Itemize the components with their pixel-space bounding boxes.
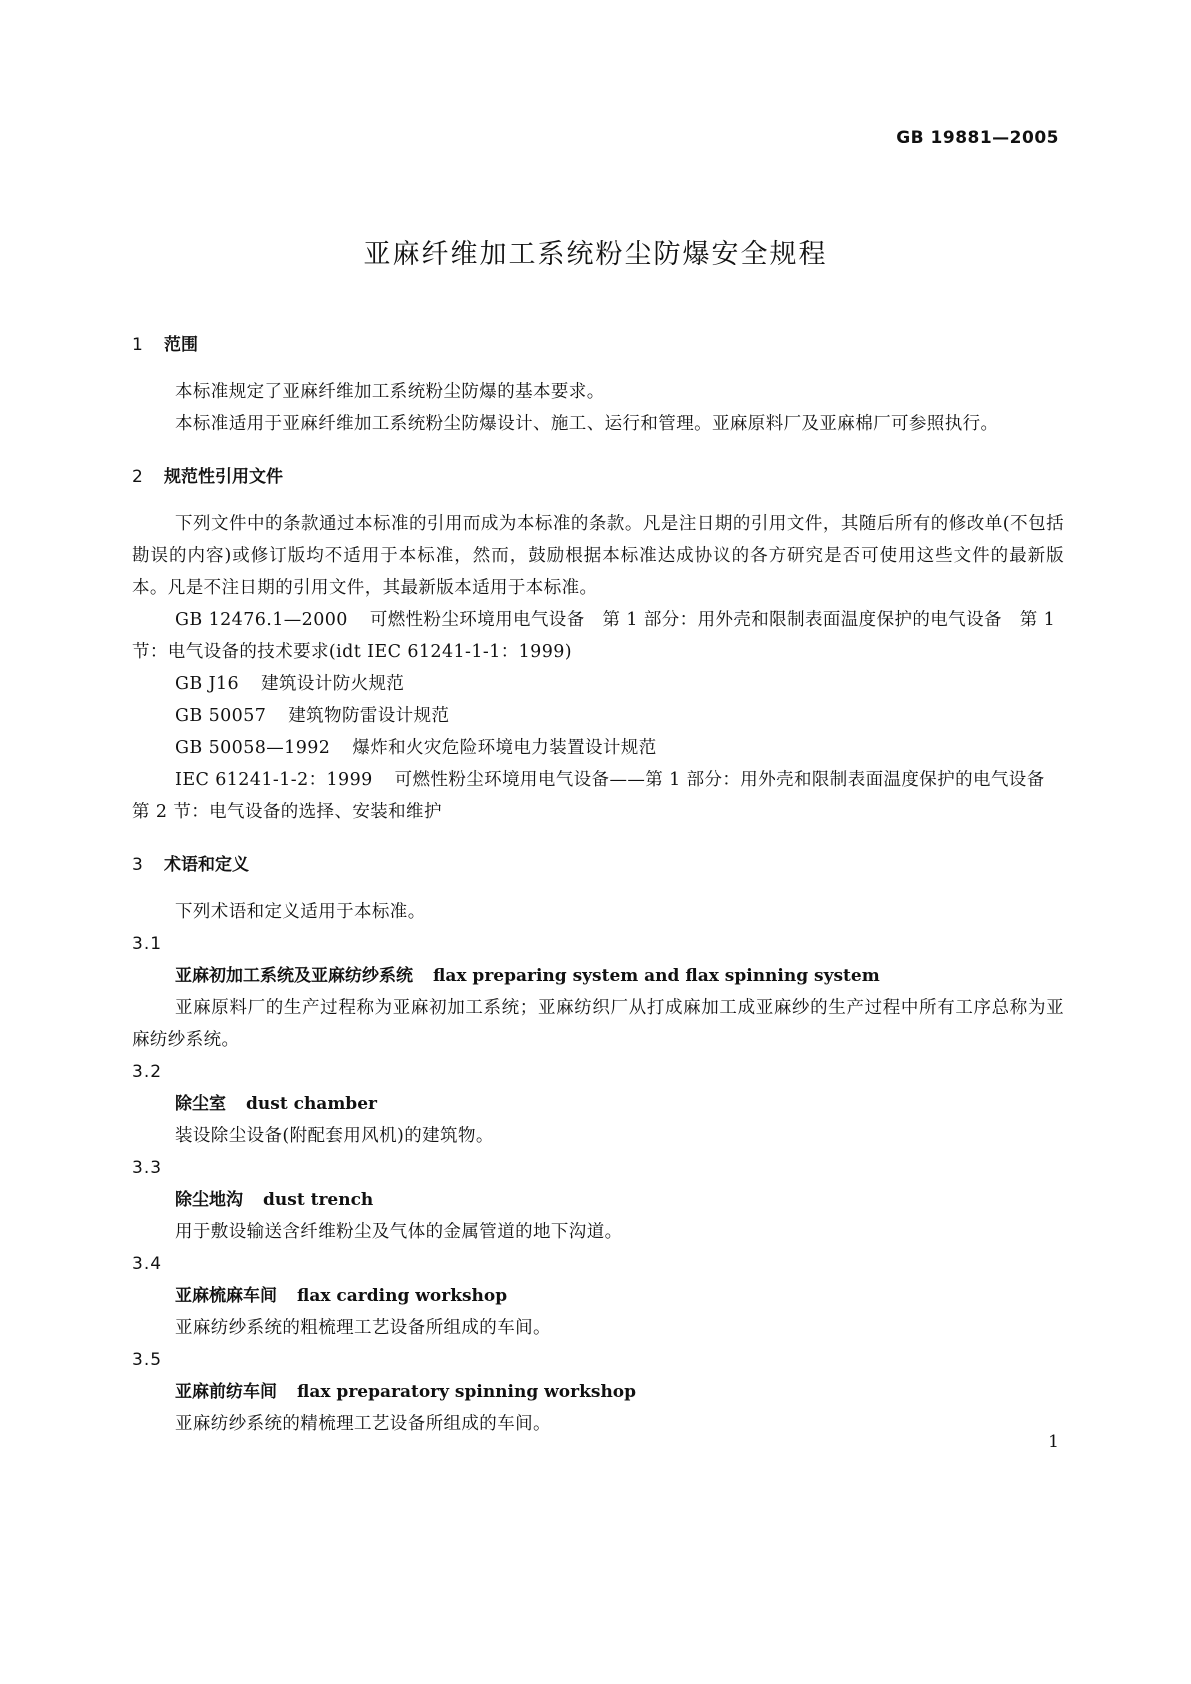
section-title: 术语和定义 [164, 855, 249, 875]
page-number: 1 [1048, 1432, 1059, 1452]
term-name [132, 1280, 1064, 1312]
reference-item [132, 604, 1064, 668]
term-number: 3.5 [132, 1350, 163, 1370]
term-name [132, 960, 1064, 992]
reference-title: 爆炸和火灾危险环境电力装置设计规范 [352, 738, 657, 758]
term-definition: 亚麻纺纱系统的粗梳理工艺设备所组成的车间。 [175, 1318, 551, 1338]
term-name-zh: 亚麻梳麻车间 [175, 1286, 277, 1306]
reference-code: GB J16 [175, 674, 240, 694]
term-definition: 亚麻纺纱系统的精梳理工艺设备所组成的车间。 [175, 1414, 551, 1434]
reference-item [132, 668, 1064, 700]
paragraph: 本标准适用于亚麻纤维加工系统粉尘防爆设计、施工、运行和管理。亚麻原料厂及亚麻棉厂可参照执行。 [175, 414, 999, 434]
paragraph: 下列术语和定义适用于本标准。 [175, 902, 426, 922]
section-heading-scope [132, 330, 1064, 360]
section-number: 3 [132, 855, 143, 875]
reference-title: 建筑物防雷设计规范 [288, 706, 450, 726]
term-name-en: flax carding workshop [297, 1286, 508, 1306]
reference-title: 建筑设计防火规范 [261, 674, 405, 694]
section-title: 规范性引用文件 [164, 467, 283, 487]
section-number: 1 [132, 335, 143, 355]
term-name [132, 1088, 1064, 1120]
term-name-zh: 亚麻前纺车间 [175, 1382, 277, 1402]
term-name-zh: 除尘地沟 [175, 1190, 243, 1210]
term-name-en: dust trench [263, 1190, 374, 1210]
reference-code: GB 12476.1—2000 [175, 610, 348, 630]
term-name [132, 1376, 1064, 1408]
term-name-zh: 亚麻初加工系统及亚麻纺纱系统 [175, 966, 413, 986]
term-name-en: dust chamber [246, 1094, 377, 1114]
reference-title: 可燃性粉尘环境用电气设备——第 1 部分：用外壳和限制表面温度保护的电气设备 第 2 节：电气设备的选择、安装和维护 [132, 770, 1063, 822]
section-heading-normative-references [132, 462, 1064, 492]
term-number: 3.1 [132, 934, 163, 954]
reference-code: IEC 61241-1-2：1999 [175, 770, 373, 790]
reference-code: GB 50057 [175, 706, 267, 726]
reference-item [132, 764, 1064, 828]
term-name [132, 1184, 1064, 1216]
section-heading-terms-and-definitions [132, 850, 1064, 880]
document-body [132, 330, 1064, 1440]
reference-code: GB 50058—1992 [175, 738, 331, 758]
section-title: 范围 [164, 335, 198, 355]
document-title: 亚麻纤维加工系统粉尘防爆安全规程 [363, 239, 828, 270]
term-number: 3.3 [132, 1158, 163, 1178]
term-number: 3.2 [132, 1062, 163, 1082]
reference-item [132, 700, 1064, 732]
paragraph: 下列文件中的条款通过本标准的引用而成为本标准的条款。凡是注日期的引用文件，其随后所有的修改单(不包括勘误的内容)或修订版均不适用于本标准，然而，鼓励根据本标准达成协议的各方研究是否可使用这些文件的最新版本。凡是不注日期的引用文件，其最新版本适用于本标准。 [132, 514, 1064, 598]
section-number: 2 [132, 467, 143, 487]
paragraph: 本标准规定了亚麻纤维加工系统粉尘防爆的基本要求。 [175, 382, 605, 402]
term-definition: 用于敷设输送含纤维粉尘及气体的金属管道的地下沟道。 [175, 1222, 623, 1242]
term-name-en: flax preparatory spinning workshop [297, 1382, 637, 1402]
term-name-en: flax preparing system and flax spinning system [433, 966, 880, 986]
reference-title: 可燃性粉尘环境用电气设备 第 1 部分：用外壳和限制表面温度保护的电气设备 第 1 节：电气设备的技术要求(idt IEC 61241-1-1：1999) [132, 610, 1056, 662]
reference-item [132, 732, 1064, 764]
term-definition: 装设除尘设备(附配套用风机)的建筑物。 [175, 1126, 494, 1146]
standard-code: GB 19881—2005 [896, 128, 1059, 148]
term-number: 3.4 [132, 1254, 163, 1274]
term-definition: 亚麻原料厂的生产过程称为亚麻初加工系统；亚麻纺织厂从打成麻加工成亚麻纱的生产过程中所有工序总称为亚麻纺纱系统。 [132, 998, 1064, 1050]
term-name-zh: 除尘室 [175, 1094, 226, 1114]
